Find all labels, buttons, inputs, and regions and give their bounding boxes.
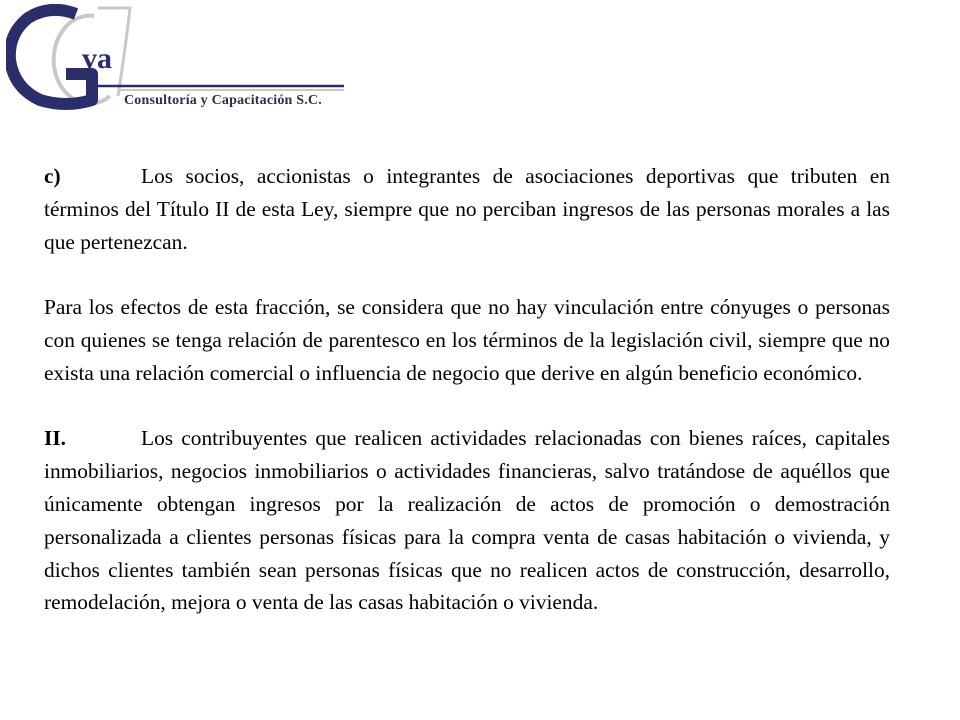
paragraph-text: Los contribuyentes que realicen actividades relacionadas con bienes raíces, capitales inmobiliarios, negocios inmobiliarios o actividades financieras, salvo tratándose de aquéllos que únicamente obtengan ingresos por la realización de actos de promoción o demostración personalizada a clientes personas físicas para la compra venta de casas habitación o vivienda, y dichos clientes también sean personas físicas que no realicen actos de construcción, desarrollo, remodelación, mejora o venta de las casas habitación o vivienda. <box>44 426 890 615</box>
company-logo <box>6 4 356 116</box>
paragraph-c <box>44 160 890 258</box>
paragraph-text: Los socios, accionistas o integrantes de asociaciones deportivas que tributen en términos del Título II de esta Ley, siempre que no perciban ingresos de las personas morales a las que pertenezcan. <box>44 164 890 254</box>
paragraph-vinculacion <box>44 291 890 389</box>
paragraph-marker: II. <box>44 426 66 451</box>
logo-letters: va <box>82 42 112 75</box>
document-body <box>44 160 890 619</box>
paragraph-ii <box>44 422 890 619</box>
company-name: Consultoría y Capacitación S.C. <box>124 93 322 108</box>
paragraph-text: Para los efectos de esta fracción, se considera que no hay vinculación entre cónyuges o personas con quienes se tenga relación de parentesco en los términos de la legislación civil, siempre que no exista una relación comercial o influencia de negocio que derive en algún beneficio económico. <box>44 295 890 385</box>
paragraph-marker: c) <box>44 164 61 188</box>
